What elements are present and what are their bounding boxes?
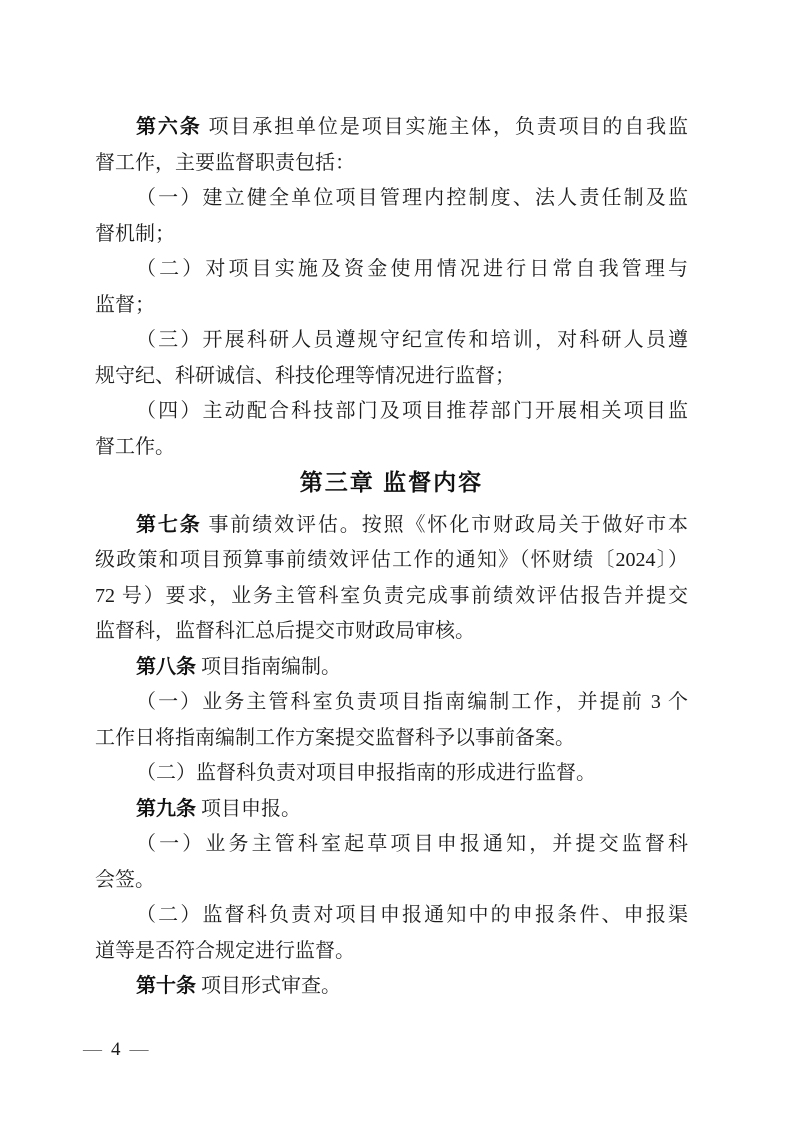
text-line bbox=[95, 721, 688, 757]
line-text: 级政策和项目预算事前绩效评估工作的通知》（怀财绩〔2024〕） bbox=[95, 549, 688, 571]
text-line bbox=[95, 756, 688, 792]
line-text: 项目形式审查。 bbox=[201, 975, 341, 997]
footer-dash-left: — bbox=[83, 1039, 102, 1060]
line-text: （二）对项目实施及资金使用情况进行日常自我管理与 bbox=[136, 258, 688, 280]
line-text: 监督； bbox=[95, 293, 155, 316]
line-text: 项目承担单位是项目实施主体，负责项目的自我监 bbox=[208, 116, 688, 138]
text-line bbox=[95, 181, 688, 217]
line-text: （三）开展科研人员遵规守纪宣传和培训，对科研人员遵 bbox=[136, 329, 688, 351]
clause-number: 第八条 bbox=[136, 655, 196, 678]
text-line bbox=[95, 288, 688, 324]
line-text: 项目申报。 bbox=[201, 797, 301, 820]
text-line bbox=[95, 323, 688, 359]
text-line bbox=[95, 650, 688, 686]
document-body bbox=[95, 110, 688, 1005]
line-text: 项目指南编制。 bbox=[201, 655, 341, 678]
clause-number: 第六条 bbox=[136, 116, 202, 138]
text-line bbox=[95, 827, 688, 863]
text-line bbox=[95, 543, 688, 579]
text-line bbox=[95, 934, 688, 970]
text-line bbox=[95, 359, 688, 395]
line-text: （一）建立健全单位项目管理内控制度、法人责任制及监 bbox=[136, 187, 688, 209]
line-text: （二）监督科负责对项目申报指南的形成进行监督。 bbox=[136, 762, 596, 784]
text-line bbox=[95, 110, 688, 146]
line-text: 事前绩效评估。按照《怀化市财政局关于做好市本 bbox=[208, 513, 688, 536]
footer-dash-right: — bbox=[129, 1039, 149, 1060]
text-line bbox=[95, 394, 688, 430]
text-line bbox=[95, 146, 688, 182]
line-text: （一）业务主管科室起草项目申报通知，并提交监督科 bbox=[136, 833, 688, 855]
line-text: 督工作。 bbox=[95, 435, 175, 458]
clause-number: 第七条 bbox=[136, 513, 202, 536]
text-line bbox=[95, 217, 688, 253]
page-number: 4 bbox=[111, 1039, 121, 1060]
line-text: 72 号）要求，业务主管科室负责完成事前绩效评估报告并提交 bbox=[95, 584, 688, 607]
clause-number: 第九条 bbox=[136, 797, 196, 820]
line-text: （二）监督科负责对项目申报通知中的申报条件、申报渠 bbox=[136, 904, 688, 926]
text-line bbox=[95, 614, 688, 650]
text-line bbox=[95, 579, 688, 615]
line-text: 督工作，主要监督职责包括： bbox=[95, 151, 355, 174]
line-text: 道等是否符合规定进行监督。 bbox=[95, 939, 355, 962]
clause-number: 第十条 bbox=[136, 975, 196, 997]
line-text: （一）业务主管科室负责项目指南编制工作，并提前 3 个 bbox=[136, 691, 688, 713]
line-text: 会签。 bbox=[95, 868, 155, 891]
text-line bbox=[95, 969, 688, 1005]
line-text: 监督科，监督科汇总后提交市财政局审核。 bbox=[95, 620, 475, 642]
line-text: 规守纪、科研诚信、科技伦理等情况进行监督； bbox=[95, 364, 515, 387]
text-line bbox=[95, 508, 688, 544]
line-text: 工作日将指南编制工作方案提交监督科予以事前备案。 bbox=[95, 726, 575, 749]
text-line bbox=[95, 430, 688, 466]
text-line bbox=[95, 252, 688, 288]
text-line bbox=[95, 792, 688, 828]
chapter-heading: 第三章 监督内容 bbox=[299, 469, 484, 495]
line-text: （四）主动配合科技部门及项目推荐部门开展相关项目监 bbox=[136, 400, 688, 422]
line-text: 督机制； bbox=[95, 222, 175, 245]
page-footer bbox=[83, 1038, 149, 1062]
text-line bbox=[95, 898, 688, 934]
text-line bbox=[95, 685, 688, 721]
text-line bbox=[95, 863, 688, 899]
